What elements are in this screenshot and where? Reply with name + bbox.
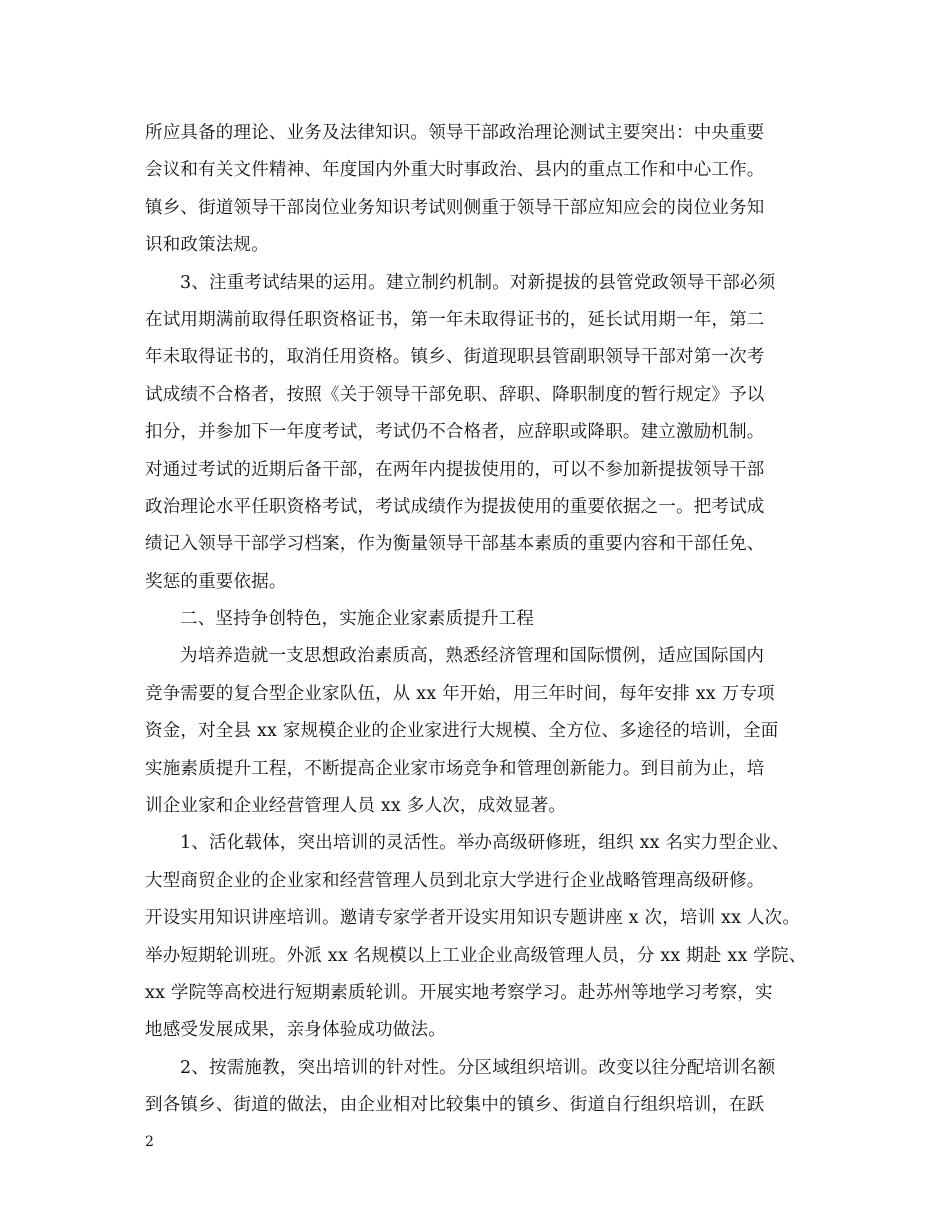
section-heading: 二、坚持争创特色，实施企业家素质提升工程 xyxy=(180,609,534,630)
text-line: 绩记入领导干部学习档案，作为衡量领导干部基本素质的重要内容和干部任免、 xyxy=(145,534,765,555)
text-line: 镇乡、街道领导干部岗位业务知识考试则侧重于领导干部应知应会的岗位业务知 xyxy=(145,197,765,218)
text-line: 在试用期满前取得任职资格证书，第一年未取得证书的，延长试用期一年，第二 xyxy=(145,309,765,330)
paragraph-first-line: 为培养造就一支思想政治素质高，熟悉经济管理和国际惯例，适应国际国内 xyxy=(180,646,765,667)
text-line: 竞争需要的复合型企业家队伍，从 xx 年开始，用三年时间，每年安排 xx 万专项 xyxy=(145,683,775,704)
text-line: 年未取得证书的，取消任用资格。镇乡、街道现职县管副职领导干部对第一次考 xyxy=(145,347,765,368)
text-line: 实施素质提升工程，不断提高企业家市场竞争和管理创新能力。到目前为止，培 xyxy=(145,758,765,779)
text-line: 地感受发展成果，亲身体验成功做法。 xyxy=(145,1020,446,1041)
text-line: 举办短期轮训班。外派 xx 名规模以上工业企业高级管理人员，分 xx 期赴 xx 学院、 xyxy=(145,945,807,966)
text-line: 奖惩的重要依据。 xyxy=(145,571,287,592)
text-line: 对通过考试的近期后备干部，在两年内提拔使用的，可以不参加新提拔领导干部 xyxy=(145,459,765,480)
paragraph-first-line: 2、按需施教，突出培训的针对性。分区域组织培训。改变以往分配培训名额 xyxy=(180,1057,776,1078)
text-line: 识和政策法规。 xyxy=(145,235,269,256)
text-line: 开设实用知识讲座培训。邀请专家学者开设实用知识专题讲座 x 次，培训 xx 人次。 xyxy=(145,908,801,929)
paragraph-first-line: 3、注重考试结果的运用。建立制约机制。对新提拔的县管党政领导干部必须 xyxy=(180,272,776,293)
text-line: 资金，对全县 xx 家规模企业的企业家进行大规模、全方位、多途径的培训，全面 xyxy=(145,721,779,742)
text-line: 扣分，并参加下一年度考试，考试仍不合格者，应辞职或降职。建立激励机制。 xyxy=(145,422,765,443)
text-line: 训企业家和企业经营管理人员 xx 多人次，成效显著。 xyxy=(145,796,567,817)
text-line: 试成绩不合格者，按照《关于领导干部免职、辞职、降职制度的暂行规定》予以 xyxy=(145,384,765,405)
text-line: 政治理论水平任职资格考试，考试成绩作为提拔使用的重要依据之一。把考试成 xyxy=(145,496,765,517)
text-line: 所应具备的理论、业务及法律知识。领导干部政治理论测试主要突出：中央重要 xyxy=(145,123,765,143)
text-line: 会议和有关文件精神、年度国内外重大时事政治、县内的重点工作和中心工作。 xyxy=(145,160,765,181)
document-body xyxy=(145,115,815,1125)
text-line: 大型商贸企业的企业家和经营管理人员到北京大学进行企业战略管理高级研修。 xyxy=(145,870,765,891)
text-line: xx 学院等高校进行短期素质轮训。开展实地考察学习。赴苏州等地学习考察，实 xyxy=(145,982,773,1003)
paragraph-first-line: 1、活化载体，突出培训的灵活性。举办高级研修班，组织 xx 名实力型企业、 xyxy=(180,833,790,854)
page-number: 2 xyxy=(145,1134,154,1150)
text-line: 到各镇乡、街道的做法，由企业相对比较集中的镇乡、街道自行组织培训，在跃 xyxy=(145,1095,765,1116)
